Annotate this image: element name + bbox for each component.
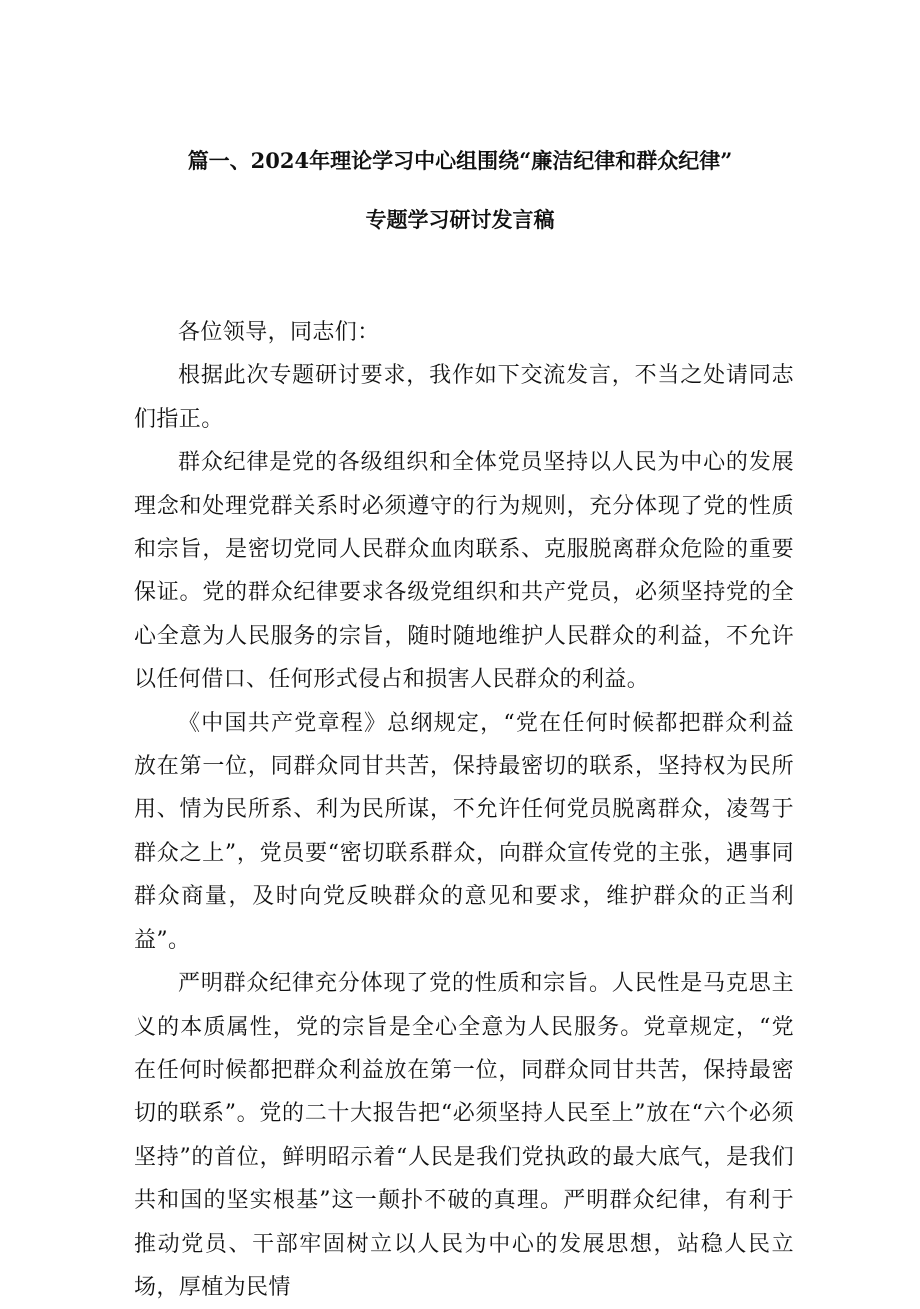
body-paragraph: 严明群众纪律充分体现了党的性质和宗旨。人民性是马克思主义的本质属性，党的宗旨是全心全意为人民服务。党章规定，“党在任何时候都把群众利益放在第一位，同群众同甘共苦，保持最密切的联系”。党的二十大报告把“必须坚持人民至上”放在“六个必须坚持”的首位，鲜明昭示着“人民是我们党执政的最大底气，是我们共和国的坚实根基”这一颠扑不破的真理。严明群众纪律，有利于推动党员、干部牢固树立以人民为中心的发展思想，站稳人民立场，厚植为民情: [134, 971, 794, 1300]
body-paragraph: 群众纪律是党的各级组织和全体党员坚持以人民为中心的发展理念和处理党群关系时必须遵守的行为规则，充分体现了党的性质和宗旨，是密切党同人民群众血肉联系、克服脱离群众危险的重要保证。党的群众纪律要求各级党组织和共产党员，必须坚持党的全心全意为人民服务的宗旨，随时随地维护人民群众的利益，不允许以任何借口、任何形式侵占和损害人民群众的利益。: [134, 450, 794, 693]
body-paragraph: 《中国共产党章程》总纲规定，“党在任何时候都把群众利益放在第一位，同群众同甘共苦，保持最密切的联系，坚持权为民所用、情为民所系、利为民所谋，不允许任何党员脱离群众，凌驾于群众之上”，党员要“密切联系群众，向群众宣传党的主张，遇事同群众商量，及时向党反映群众的意见和要求，维护群众的正当利益”。: [134, 710, 794, 953]
salutation-paragraph: 各位领导，同志们：: [178, 320, 380, 345]
document-title-line-1: 篇一、2024年理论学习中心组围绕“廉洁纪律和群众纪律”: [187, 148, 733, 173]
document-title-line-2: 专题学习研讨发言稿: [365, 207, 555, 232]
document-body: [134, 311, 794, 1309]
intro-paragraph: 根据此次专题研讨要求，我作如下交流发言，不当之处请同志们指正。: [134, 363, 794, 432]
